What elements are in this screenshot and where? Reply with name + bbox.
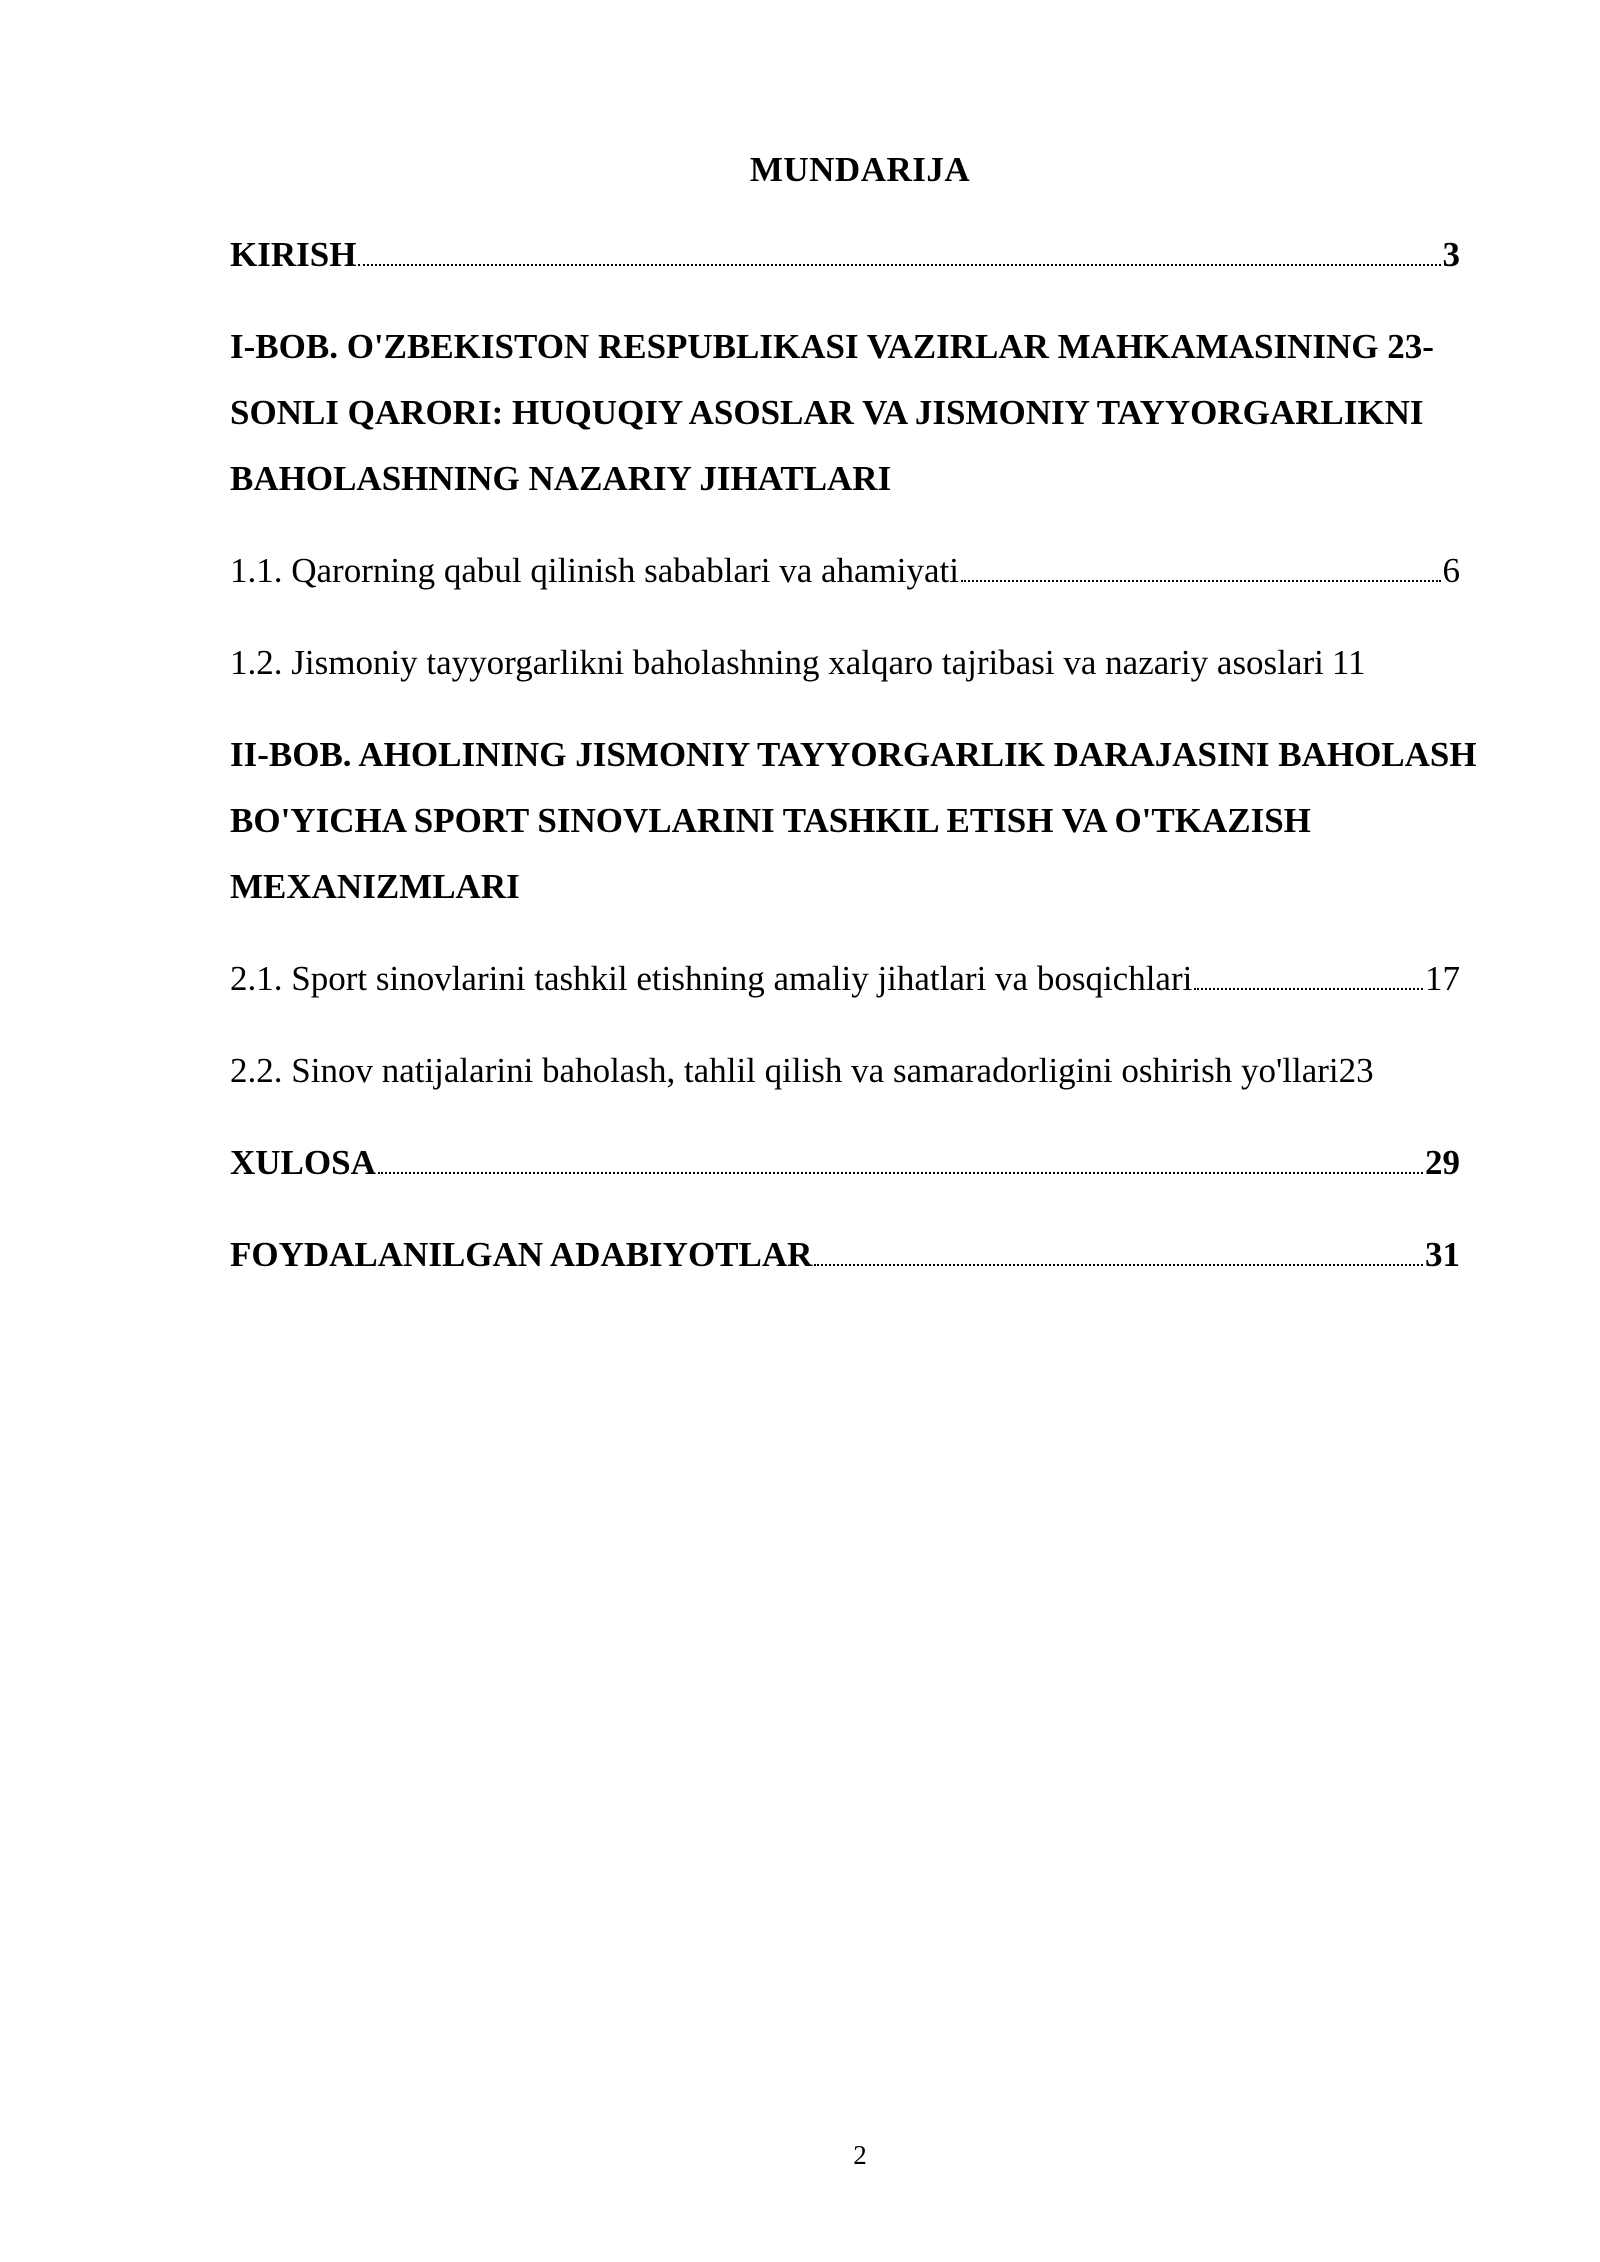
toc-entry-page: 11	[1331, 643, 1366, 682]
toc-entry-label: 1.1. Qarorning qabul qilinish sabablari va ahamiyati	[230, 551, 959, 590]
table-of-contents	[230, 222, 1477, 1314]
toc-entry-2-2[interactable]	[230, 1038, 1460, 1104]
toc-entry-2-1[interactable]	[230, 946, 1460, 1012]
dot-leader	[358, 264, 1440, 266]
dot-leader	[961, 580, 1441, 582]
toc-entry-label: 2.2. Sinov natijalarini baholash, tahlil qilish va samaradorligini oshirish yo'llari	[230, 1051, 1339, 1090]
toc-entry-adabiyotlar[interactable]	[230, 1222, 1460, 1288]
dot-leader	[814, 1264, 1423, 1266]
toc-entry-label: KIRISH	[230, 235, 357, 274]
toc-entry-page: 31	[1425, 1235, 1460, 1274]
toc-entry-label: XULOSA	[230, 1143, 376, 1182]
chapter-heading-1[interactable]: I-BOB. O'ZBEKISTON RESPUBLIKASI VAZIRLAR MAHKAMASINING 23-SONLI QARORI: HUQUQIY ASOSLAR VA JISMONIY TAYYORGARLIKNI BAHOLASHNING NAZARIY JIHATLARI	[230, 327, 1434, 498]
toc-entry-1-2[interactable]	[230, 630, 1460, 696]
toc-entry-page: 23	[1338, 1051, 1374, 1090]
toc-entry-page: 17	[1425, 959, 1460, 998]
dot-leader	[378, 1172, 1423, 1174]
toc-entry-kirish[interactable]	[230, 222, 1460, 288]
page-number: 2	[853, 2140, 867, 2170]
toc-entry-page: 3	[1442, 235, 1460, 274]
toc-entry-label: FOYDALANILGAN ADABIYOTLAR	[230, 1235, 813, 1274]
dot-leader	[1194, 988, 1423, 990]
toc-entry-label: 1.2. Jismoniy tayyorgarlikni baholashning xalqaro tajribasi va nazariy asoslari	[230, 643, 1324, 682]
toc-entry-xulosa[interactable]	[230, 1130, 1460, 1196]
chapter-heading-2[interactable]: II-BOB. AHOLINING JISMONIY TAYYORGARLIK DARAJASINI BAHOLASH BO'YICHA SPORT SINOVLARINI TASHKIL ETISH VA O'TKAZISH MEXANIZMLARI	[230, 735, 1477, 906]
toc-entry-page: 6	[1442, 551, 1460, 590]
toc-entry-label: 2.1. Sport sinovlarini tashkil etishning amaliy jihatlari va bosqichlari	[230, 959, 1193, 998]
page-title: MUNDARIJA	[749, 150, 971, 189]
toc-entry-page: 29	[1425, 1143, 1460, 1182]
toc-entry-1-1[interactable]	[230, 538, 1460, 604]
